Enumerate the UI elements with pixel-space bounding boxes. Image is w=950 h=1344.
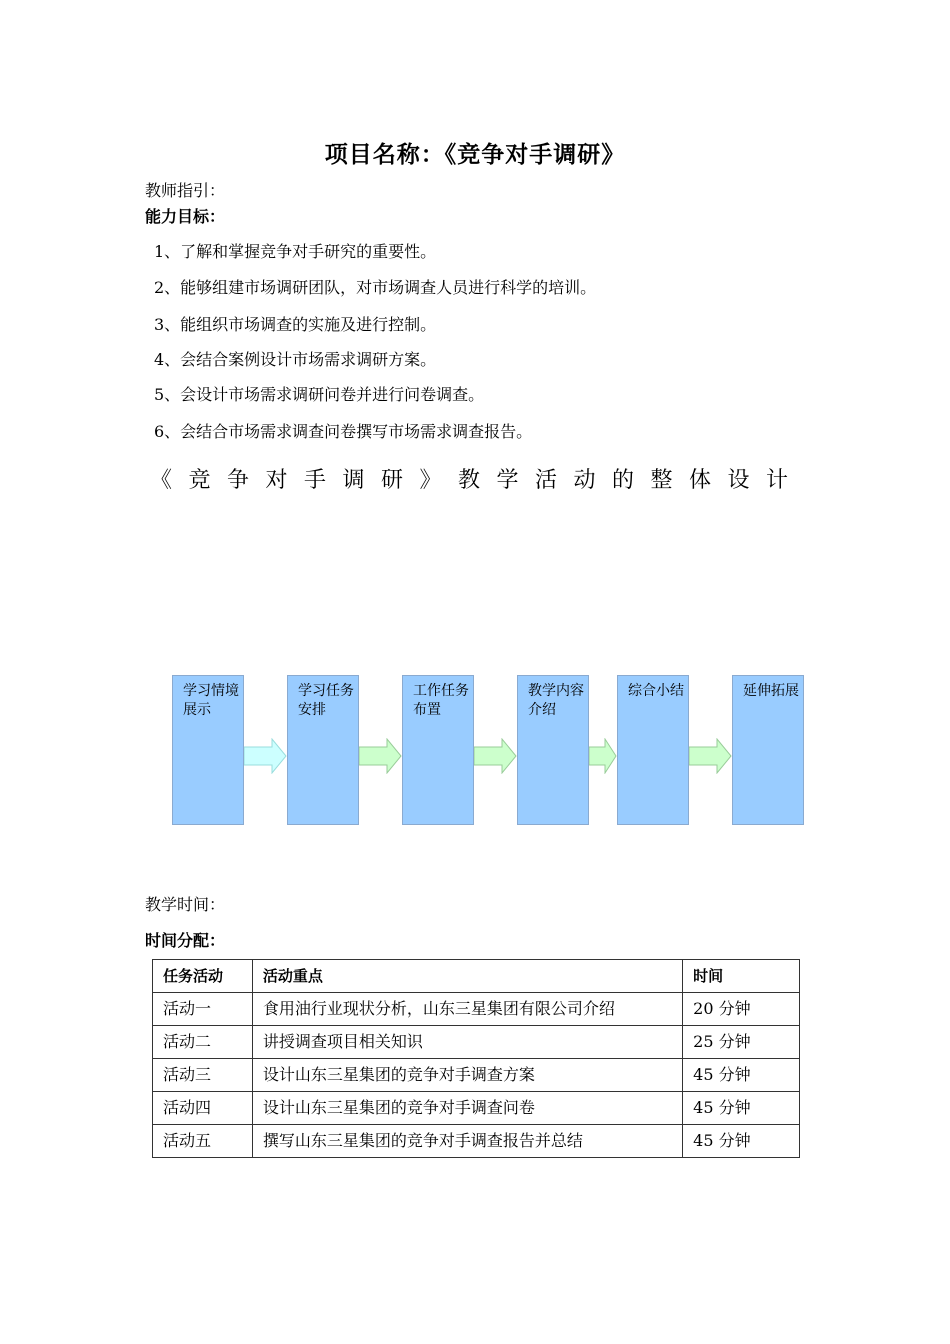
time-cell: 45 分钟 xyxy=(683,1125,800,1158)
focus-cell: 设计山东三星集团的竞争对手调查问卷 xyxy=(252,1092,682,1125)
arrow-right-icon xyxy=(359,738,402,774)
goal-item: 6、会结合市场需求调查问卷撰写市场需求调查报告。 xyxy=(154,422,533,441)
page-title: 项目名称：《竞争对手调研》 xyxy=(324,141,626,168)
teaching-time-label: 教学时间： xyxy=(145,895,226,914)
time-allocation-heading: 时间分配： xyxy=(145,931,226,950)
column-header: 活动重点 xyxy=(252,960,682,993)
flow-step-5: 综合小结 xyxy=(617,675,689,825)
focus-cell: 讲授调查项目相关知识 xyxy=(252,1026,682,1059)
teacher-guide-label: 教师指引： xyxy=(145,181,226,200)
table-row xyxy=(153,1026,800,1059)
goal-item: 5、会设计市场需求调研问卷并进行问卷调查。 xyxy=(154,385,485,404)
flow-step-3: 工作任务布置 xyxy=(402,675,474,825)
table-row xyxy=(153,1125,800,1158)
arrow-right-icon xyxy=(689,738,732,774)
time-cell: 20 分钟 xyxy=(683,993,800,1026)
goal-item: 2、能够组建市场调研团队，对市场调查人员进行科学的培训。 xyxy=(154,278,597,297)
focus-cell: 食用油行业现状分析，山东三星集团有限公司介绍 xyxy=(252,993,682,1026)
goal-item: 1、了解和掌握竞争对手研究的重要性。 xyxy=(154,242,437,261)
activity-cell: 活动二 xyxy=(153,1026,253,1059)
column-header: 任务活动 xyxy=(153,960,253,993)
table-row xyxy=(153,1092,800,1125)
ability-goal-heading: 能力目标： xyxy=(145,207,226,226)
goal-item: 4、会结合案例设计市场需求调研方案。 xyxy=(154,350,437,369)
time-allocation-table xyxy=(152,959,800,1158)
flow-step-4: 教学内容介绍 xyxy=(517,675,589,825)
table-row xyxy=(153,993,800,1026)
arrow-right-icon xyxy=(474,738,517,774)
table-row xyxy=(153,1059,800,1092)
flow-step-6: 延伸拓展 xyxy=(732,675,804,825)
focus-cell: 撰写山东三星集团的竞争对手调查报告并总结 xyxy=(252,1125,682,1158)
flow-step-1: 学习情境展示 xyxy=(172,675,244,825)
activity-cell: 活动一 xyxy=(153,993,253,1026)
time-cell: 45 分钟 xyxy=(683,1092,800,1125)
design-title: 《竞争对手调研》教学活动的整体设计 xyxy=(150,468,805,493)
activity-cell: 活动四 xyxy=(153,1092,253,1125)
time-cell: 45 分钟 xyxy=(683,1059,800,1092)
table-header-row xyxy=(153,960,800,993)
arrow-right-icon xyxy=(244,738,287,774)
goal-item: 3、能组织市场调查的实施及进行控制。 xyxy=(154,315,437,334)
arrow-right-icon xyxy=(589,738,617,774)
flow-step-2: 学习任务安排 xyxy=(287,675,359,825)
column-header: 时间 xyxy=(683,960,800,993)
activity-cell: 活动五 xyxy=(153,1125,253,1158)
time-cell: 25 分钟 xyxy=(683,1026,800,1059)
focus-cell: 设计山东三星集团的竞争对手调查方案 xyxy=(252,1059,682,1092)
activity-cell: 活动三 xyxy=(153,1059,253,1092)
